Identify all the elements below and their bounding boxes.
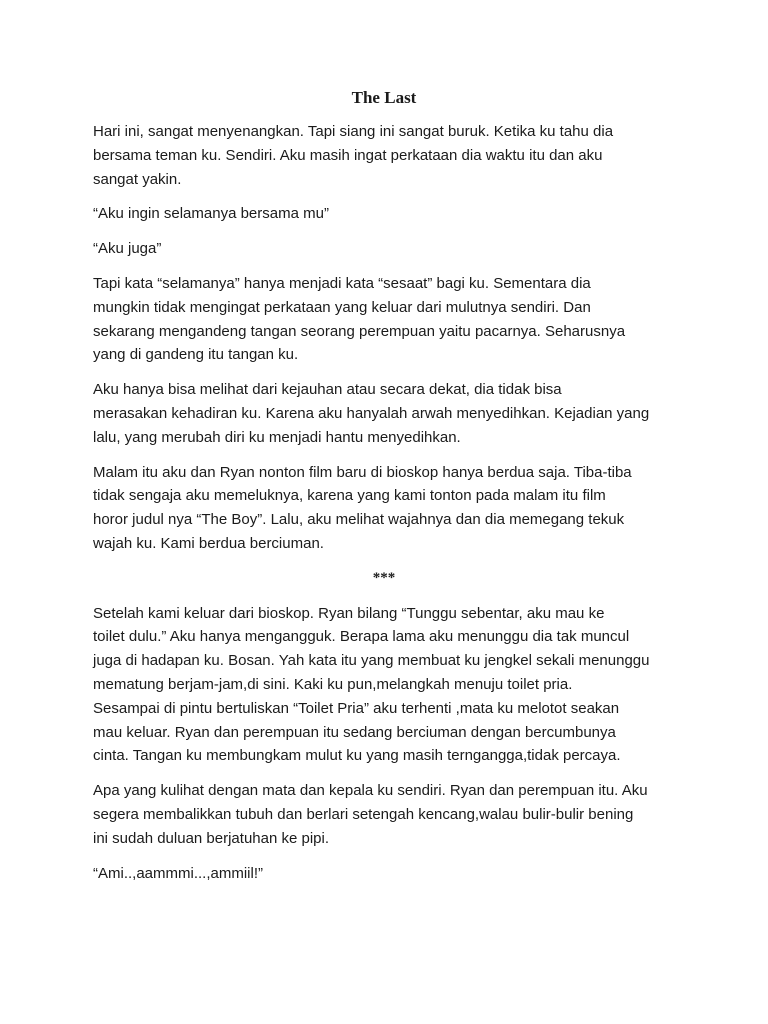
paragraph (93, 461, 688, 556)
text-line: cinta. Tangan ku membungkam mulut ku yang masih terngangga,tidak percaya. (93, 747, 621, 765)
text-line: merasakan kehadiran ku. Karena aku hanyalah arwah menyedihkan. Kejadian yang (93, 404, 650, 422)
text-line: Hari ini, sangat menyenangkan. Tapi siang ini sangat buruk. Ketika ku tahu dia (93, 123, 614, 140)
text-line: wajah ku. Kami berdua berciuman. (93, 534, 324, 552)
text-line: tidak sengaja aku memeluknya, karena yang kami tonton pada malam itu film (93, 487, 606, 505)
text-line: “Ami..,aammmi...,ammiil!” (93, 864, 263, 882)
paragraph-dialogue (93, 237, 688, 261)
paragraph (93, 120, 688, 191)
text-line: mematung berjam-jam,di sini. Kaki ku pun,melangkah menuju toilet pria. (93, 675, 573, 693)
text-line: Sesampai di pintu bertuliskan “Toilet Pria” aku terhenti ,mata ku melotot seakan (93, 699, 620, 717)
paragraph-dialogue (93, 862, 688, 886)
document-title: The Last (351, 88, 417, 107)
text-line: Tapi kata “selamanya” hanya menjadi kata “sesaat” bagi ku. Sementara dia (93, 274, 591, 292)
paragraph (93, 779, 688, 850)
text-line: ini sudah duluan berjatuhan ke pipi. (93, 829, 330, 847)
text-line: sangat yakin. (93, 170, 182, 188)
section-separator: *** (372, 569, 396, 586)
paragraph (93, 272, 688, 367)
text-line: Apa yang kulihat dengan mata dan kepala ku sendiri. Ryan dan perempuan itu. Aku (93, 782, 648, 800)
text-line: Aku hanya bisa melihat dari kejauhan atau secara dekat, dia tidak bisa (93, 381, 562, 399)
text-line: segera membalikkan tubuh dan berlari setengah kencang,walau bulir-bulir bening (93, 805, 634, 823)
paragraph-dialogue (93, 202, 688, 226)
paragraph (93, 378, 688, 449)
text-line: “Aku ingin selamanya bersama mu” (93, 205, 329, 223)
text-line: bersama teman ku. Sendiri. Aku masih ingat perkataan dia waktu itu dan aku (93, 146, 603, 164)
text-line: Malam itu aku dan Ryan nonton film baru di bioskop hanya berdua saja. Tiba-tiba (93, 463, 632, 481)
text-line: “Aku juga” (93, 240, 162, 258)
text-line: Setelah kami keluar dari bioskop. Ryan bilang “Tunggu sebentar, aku mau ke (93, 604, 605, 622)
text-line: horor judul nya “The Boy”. Lalu, aku melihat wajahnya dan dia memegang tekuk (93, 511, 625, 529)
text-line: mungkin tidak mengingat perkataan yang keluar dari mulutnya sendiri. Dan (93, 298, 591, 316)
text-line: juga di hadapan ku. Bosan. Yah kata itu yang membuat ku jengkel sekali menunggu (93, 652, 650, 670)
text-line: mau keluar. Ryan dan perempuan itu sedang berciuman dengan bercumbunya (93, 723, 616, 741)
text-line: lalu, yang merubah diri ku menjadi hantu menyedihkan. (93, 428, 461, 446)
text-line: toilet dulu.” Aku hanya mengangguk. Berapa lama aku menunggu dia tak muncul (93, 628, 630, 646)
text-line: yang di gandeng itu tangan ku. (93, 346, 299, 364)
paragraph (93, 602, 688, 769)
text-line: sekarang mengandeng tangan seorang perempuan yaitu pacarnya. Seharusnya (93, 322, 626, 340)
